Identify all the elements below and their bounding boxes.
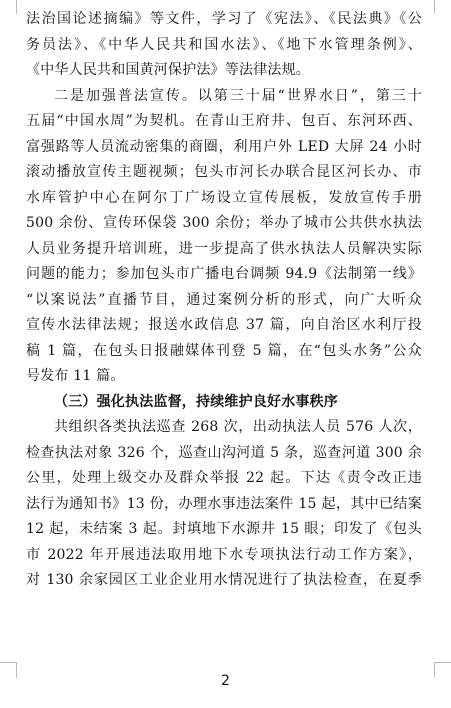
text-line: 富强路等人员流动密集的商圈，利用户外 LED 大屏 24 小时 [26,138,422,155]
text-line: 滚动播放宣传主题视频；包头市河长办联合昆区河长办、市 [26,164,422,180]
text-line: 问题的能力；参加包头市广播电台调频 94.9《法制第一线》 [26,266,422,282]
text-line: 宣传水法律法规；报送水政信息 37 篇，向自治区水利厅投 [26,317,422,333]
text-line: 《中华人民共和国黄河保护法》等法律法规。 [26,62,310,78]
text-line: 五届“中国水周”为契机。在青山王府井、包百、东河环西、 [26,113,422,129]
text-line: 法行为通知书》13 份，办理水事违法案件 15 起，其中已结案 [26,495,422,512]
text-line: 水库管护中心在阿尔丁广场设立宣传展板，发放宣传手册 [26,189,422,206]
text-line: 公里，处理上级交办及群众举报 22 起。下达《责令改正违 [26,470,422,486]
text-line: 对 130 余家园区工业企业用水情况进行了执法检查，在夏季 [26,572,422,588]
crop-mark-bottom-left-horizontal [0,662,16,663]
crop-mark-top-left [16,0,17,14]
text-line: 检查执法对象 326 个，巡查山沟河道 5 条，巡查河道 300 余 [26,444,422,461]
text-line: 务员法》、《中华人民共和国水法》、《地下水管理条例》、 [26,36,422,53]
text-line: 人员业务提升培训班，进一步提高了供水执法人员解决实际 [26,240,422,257]
text-line: 500 余份、宣传环保袋 300 余份；举办了城市公共供水执法 [26,215,422,231]
text-line: “以案说法”直播节目，通过案例分析的形式，向广大听众 [26,291,422,308]
text-line: 法治国论述摘编》等文件，学习了《宪法》、《民法典》《公 [26,11,422,27]
text-line: 共组织各类执法巡查 268 次，出动执法人员 576 人次， [54,419,422,435]
body-text [26,7,422,594]
section-heading: （三）强化执法监督，持续维护良好水事秩序 [54,393,338,410]
crop-mark-top-right [434,0,435,14]
page-number: 2 [221,673,230,689]
text-line: 二是加强普法宣传。以第三十届“世界水日”，第三十 [54,87,422,104]
text-line: 号发布 11 篇。 [26,368,125,384]
text-line: 稿 1 篇，在包头日报融媒体刊登 5 篇，在“包头水务”公众 [26,342,422,359]
crop-mark-bottom-right-horizontal [434,662,451,663]
text-line: 12 起，未结案 3 起。封填地下水源井 15 眼；印发了《包头 [26,521,422,537]
text-line: 市 2022 年开展违法取用地下水专项执法行动工作方案》， [26,546,422,563]
